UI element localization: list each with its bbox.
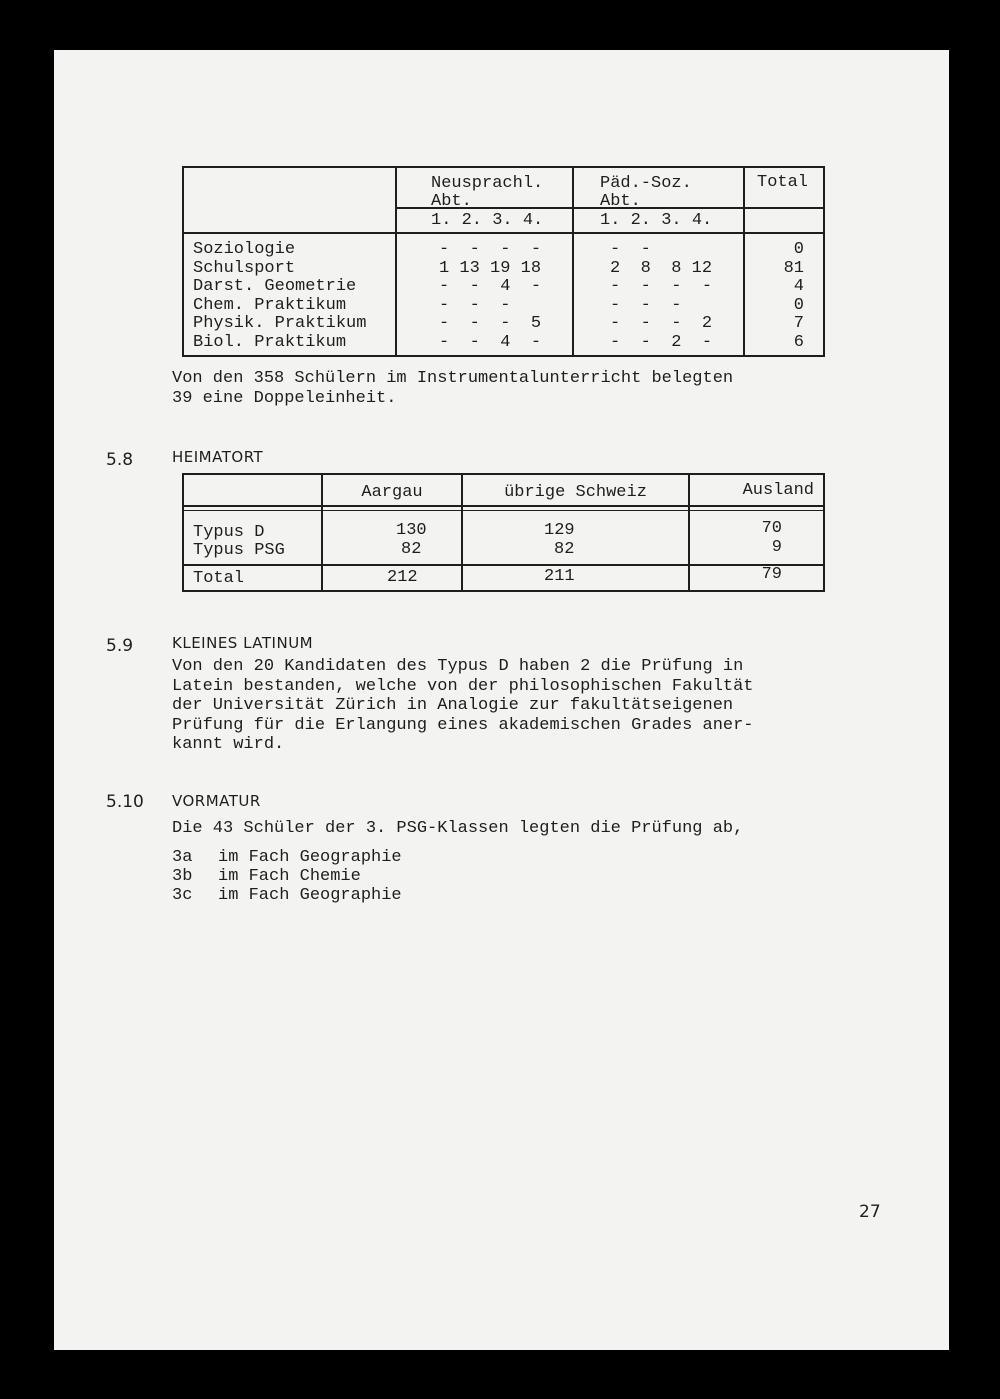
header-uebrige-schweiz: übrige Schweiz [504,483,647,502]
cell-paed: - - - [610,295,682,315]
class-label: 3a [172,848,193,867]
class-label: 3c [172,886,193,905]
row-label: Schulsport [193,258,296,278]
cell-total: 0 [793,295,804,315]
cell-ausland: 70 [761,519,782,538]
subheader-paed: 1. 2. 3. 4. [600,211,713,230]
cell-neusprachl: - - - - [439,240,542,259]
cell-neusprachl: - - - [439,295,511,315]
row-label: Typus D [193,523,265,542]
header-paed-abt: Abt. [600,192,641,211]
row-labels [193,241,366,352]
neusprachl-values [439,241,541,352]
class-label: 3b [172,867,193,886]
total-ausland: 79 [761,565,782,584]
cell-total: 7 [793,314,804,333]
header-ausland: Ausland [742,481,814,500]
cell-total: 4 [793,277,804,296]
header-aargau: Aargau [361,483,423,502]
cell-ausland: 9 [771,538,782,557]
cell-paed: 2 8 8 12 [610,258,713,278]
row-label: Chem. Praktikum [193,295,347,315]
row-label: Soziologie [193,240,296,259]
cell-paed: - - [610,240,651,259]
header-neusprachl: Neusprachl. [431,174,544,193]
total-uebrige: 211 [544,567,575,586]
section-title: KLEINES LATINUM [172,634,314,652]
cell-neusprachl: 1 13 19 18 [439,258,542,278]
row-label: Biol. Praktikum [193,332,347,352]
total-label: Total [193,569,245,588]
subheader-neusprachl: 1. 2. 3. 4. [431,211,544,230]
cell-paed: - - - - [610,277,713,296]
page-number: 27 [859,1202,881,1222]
document-page [54,50,949,1350]
row-label: Typus PSG [193,541,285,560]
cell-total: 6 [793,332,804,352]
row-label: Physik. Praktikum [193,314,367,333]
cell-total: 0 [793,240,804,259]
section-title: VORMATUR [172,792,261,810]
class-subject: im Fach Geographie [218,848,402,867]
vormatur-intro: Die 43 Schüler der 3. PSG-Klassen legten die Prüfung ab, [172,819,744,838]
total-aargau: 212 [387,568,418,587]
instrument-note: Von den 358 Schülern im Instrumentalunterricht belegten 39 eine Doppeleinheit. [172,369,734,408]
section-number: 5.9 [106,636,134,656]
cell-aargau: 130 [396,521,427,540]
latinum-text: Von den 20 Kandidaten des Typus D haben 2 die Prüfung in Latein bestanden, welche von der philosophischen Fakultät der Universität Zürich in Analogie zur fakultätseigenen Prüfung für die Erlangung eines akademischen Grades aner- kannt wird. [172,657,754,754]
cell-uebrige: 129 [544,521,575,540]
class-subject: im Fach Chemie [218,867,361,886]
cell-paed: - - 2 - [610,332,713,352]
cell-aargau: 82 [401,540,422,559]
cell-neusprachl: - - - 5 [439,314,542,333]
row-label: Darst. Geometrie [193,277,357,296]
header-paed: Päd.-Soz. [600,174,692,193]
class-subject: im Fach Geographie [218,886,402,905]
section-number: 5.8 [106,450,134,470]
cell-uebrige: 82 [554,540,575,559]
paed-values [610,241,712,352]
total-values [754,241,804,352]
section-number: 5.10 [106,792,144,812]
cell-neusprachl: - - 4 - [439,332,542,352]
section-title: HEIMATORT [172,448,264,466]
cell-neusprachl: - - 4 - [439,277,542,296]
header-neusprachl-abt: Abt. [431,192,472,211]
cell-paed: - - - 2 [610,314,713,333]
cell-total: 81 [783,258,804,278]
header-total: Total [757,173,809,192]
